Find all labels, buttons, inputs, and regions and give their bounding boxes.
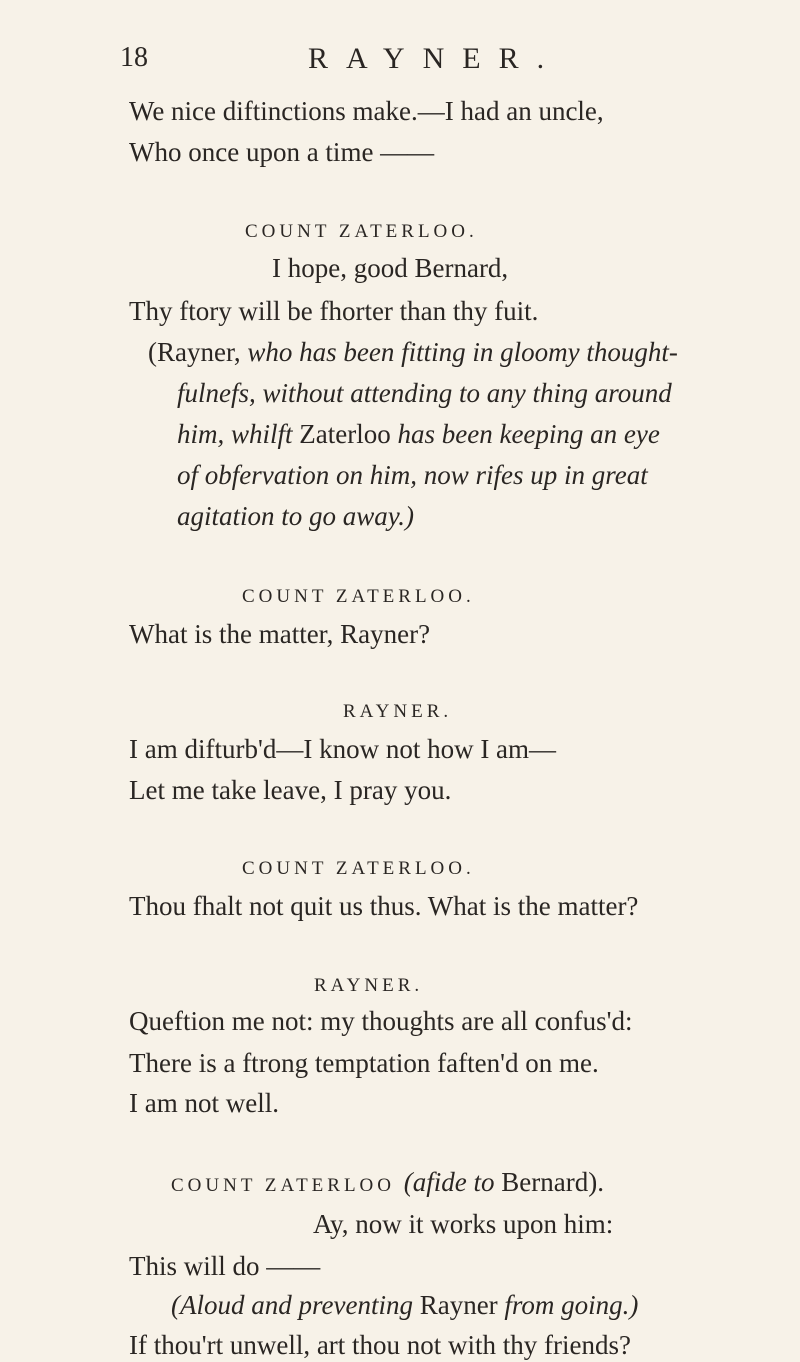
verse-line: I am difturb'd—I know not how I am— xyxy=(129,734,557,764)
page-header xyxy=(0,42,800,82)
verse-line: Who once upon a time —— xyxy=(129,137,435,167)
stage-direction-text: from going.) xyxy=(504,1290,639,1320)
stage-direction-text: him, whilft xyxy=(177,419,300,449)
aside-direction: (afide to xyxy=(403,1167,502,1197)
character-reference: Zaterloo xyxy=(299,419,398,449)
verse-line: This will do —— xyxy=(129,1251,321,1281)
speaker-line xyxy=(171,1169,604,1196)
speaker-name: COUNT ZATERLOO. xyxy=(242,858,475,879)
stage-direction-text: has been keeping an eye xyxy=(397,419,660,449)
stage-direction-text: who has been fitting in gloomy thought- xyxy=(247,337,678,367)
character-reference: Rayner xyxy=(419,1290,505,1320)
verse-line: Let me take leave, I pray you. xyxy=(129,775,452,805)
stage-direction-line: of obfervation on him, now rifes up in great xyxy=(177,460,648,490)
verse-line: If thou'rt unwell, art thou not with thy friends? xyxy=(129,1330,632,1360)
character-reference: Bernard). xyxy=(501,1167,604,1197)
verse-line: We nice diftinctions make.—I had an uncle, xyxy=(129,96,604,126)
verse-line: Thou fhalt not quit us thus. What is the matter? xyxy=(129,891,639,921)
page-number: 18 xyxy=(120,42,148,73)
verse-line: I am not well. xyxy=(129,1088,279,1118)
character-reference: (Rayner, xyxy=(148,337,248,367)
verse-line: Queftion me not: my thoughts are all confus'd: xyxy=(129,1006,633,1036)
stage-direction-line: agitation to go away.) xyxy=(177,501,415,531)
speaker-name: COUNT ZATERLOO. xyxy=(245,221,478,242)
speaker-name: RAYNER. xyxy=(343,701,453,722)
speaker-name: COUNT ZATERLOO. xyxy=(242,586,475,607)
verse-line: Thy ftory will be fhorter than thy fuit. xyxy=(129,296,539,326)
verse-line: Ay, now it works upon him: xyxy=(313,1209,614,1239)
stage-direction-line: fulnefs, without attending to any thing around xyxy=(177,378,672,408)
stage-direction-line xyxy=(177,421,660,448)
verse-line: There is a ftrong temptation faften'd on me. xyxy=(129,1048,599,1078)
stage-direction-line xyxy=(148,339,678,366)
running-title: RAYNER. xyxy=(308,42,563,75)
verse-line: I hope, good Bernard, xyxy=(272,253,509,283)
stage-direction-text: (Aloud and preventing xyxy=(171,1290,420,1320)
stage-direction-line xyxy=(171,1292,638,1319)
speaker-name: COUNT ZATERLOO xyxy=(171,1175,404,1196)
speaker-name: RAYNER. xyxy=(314,975,424,996)
verse-line: What is the matter, Rayner? xyxy=(129,619,431,649)
